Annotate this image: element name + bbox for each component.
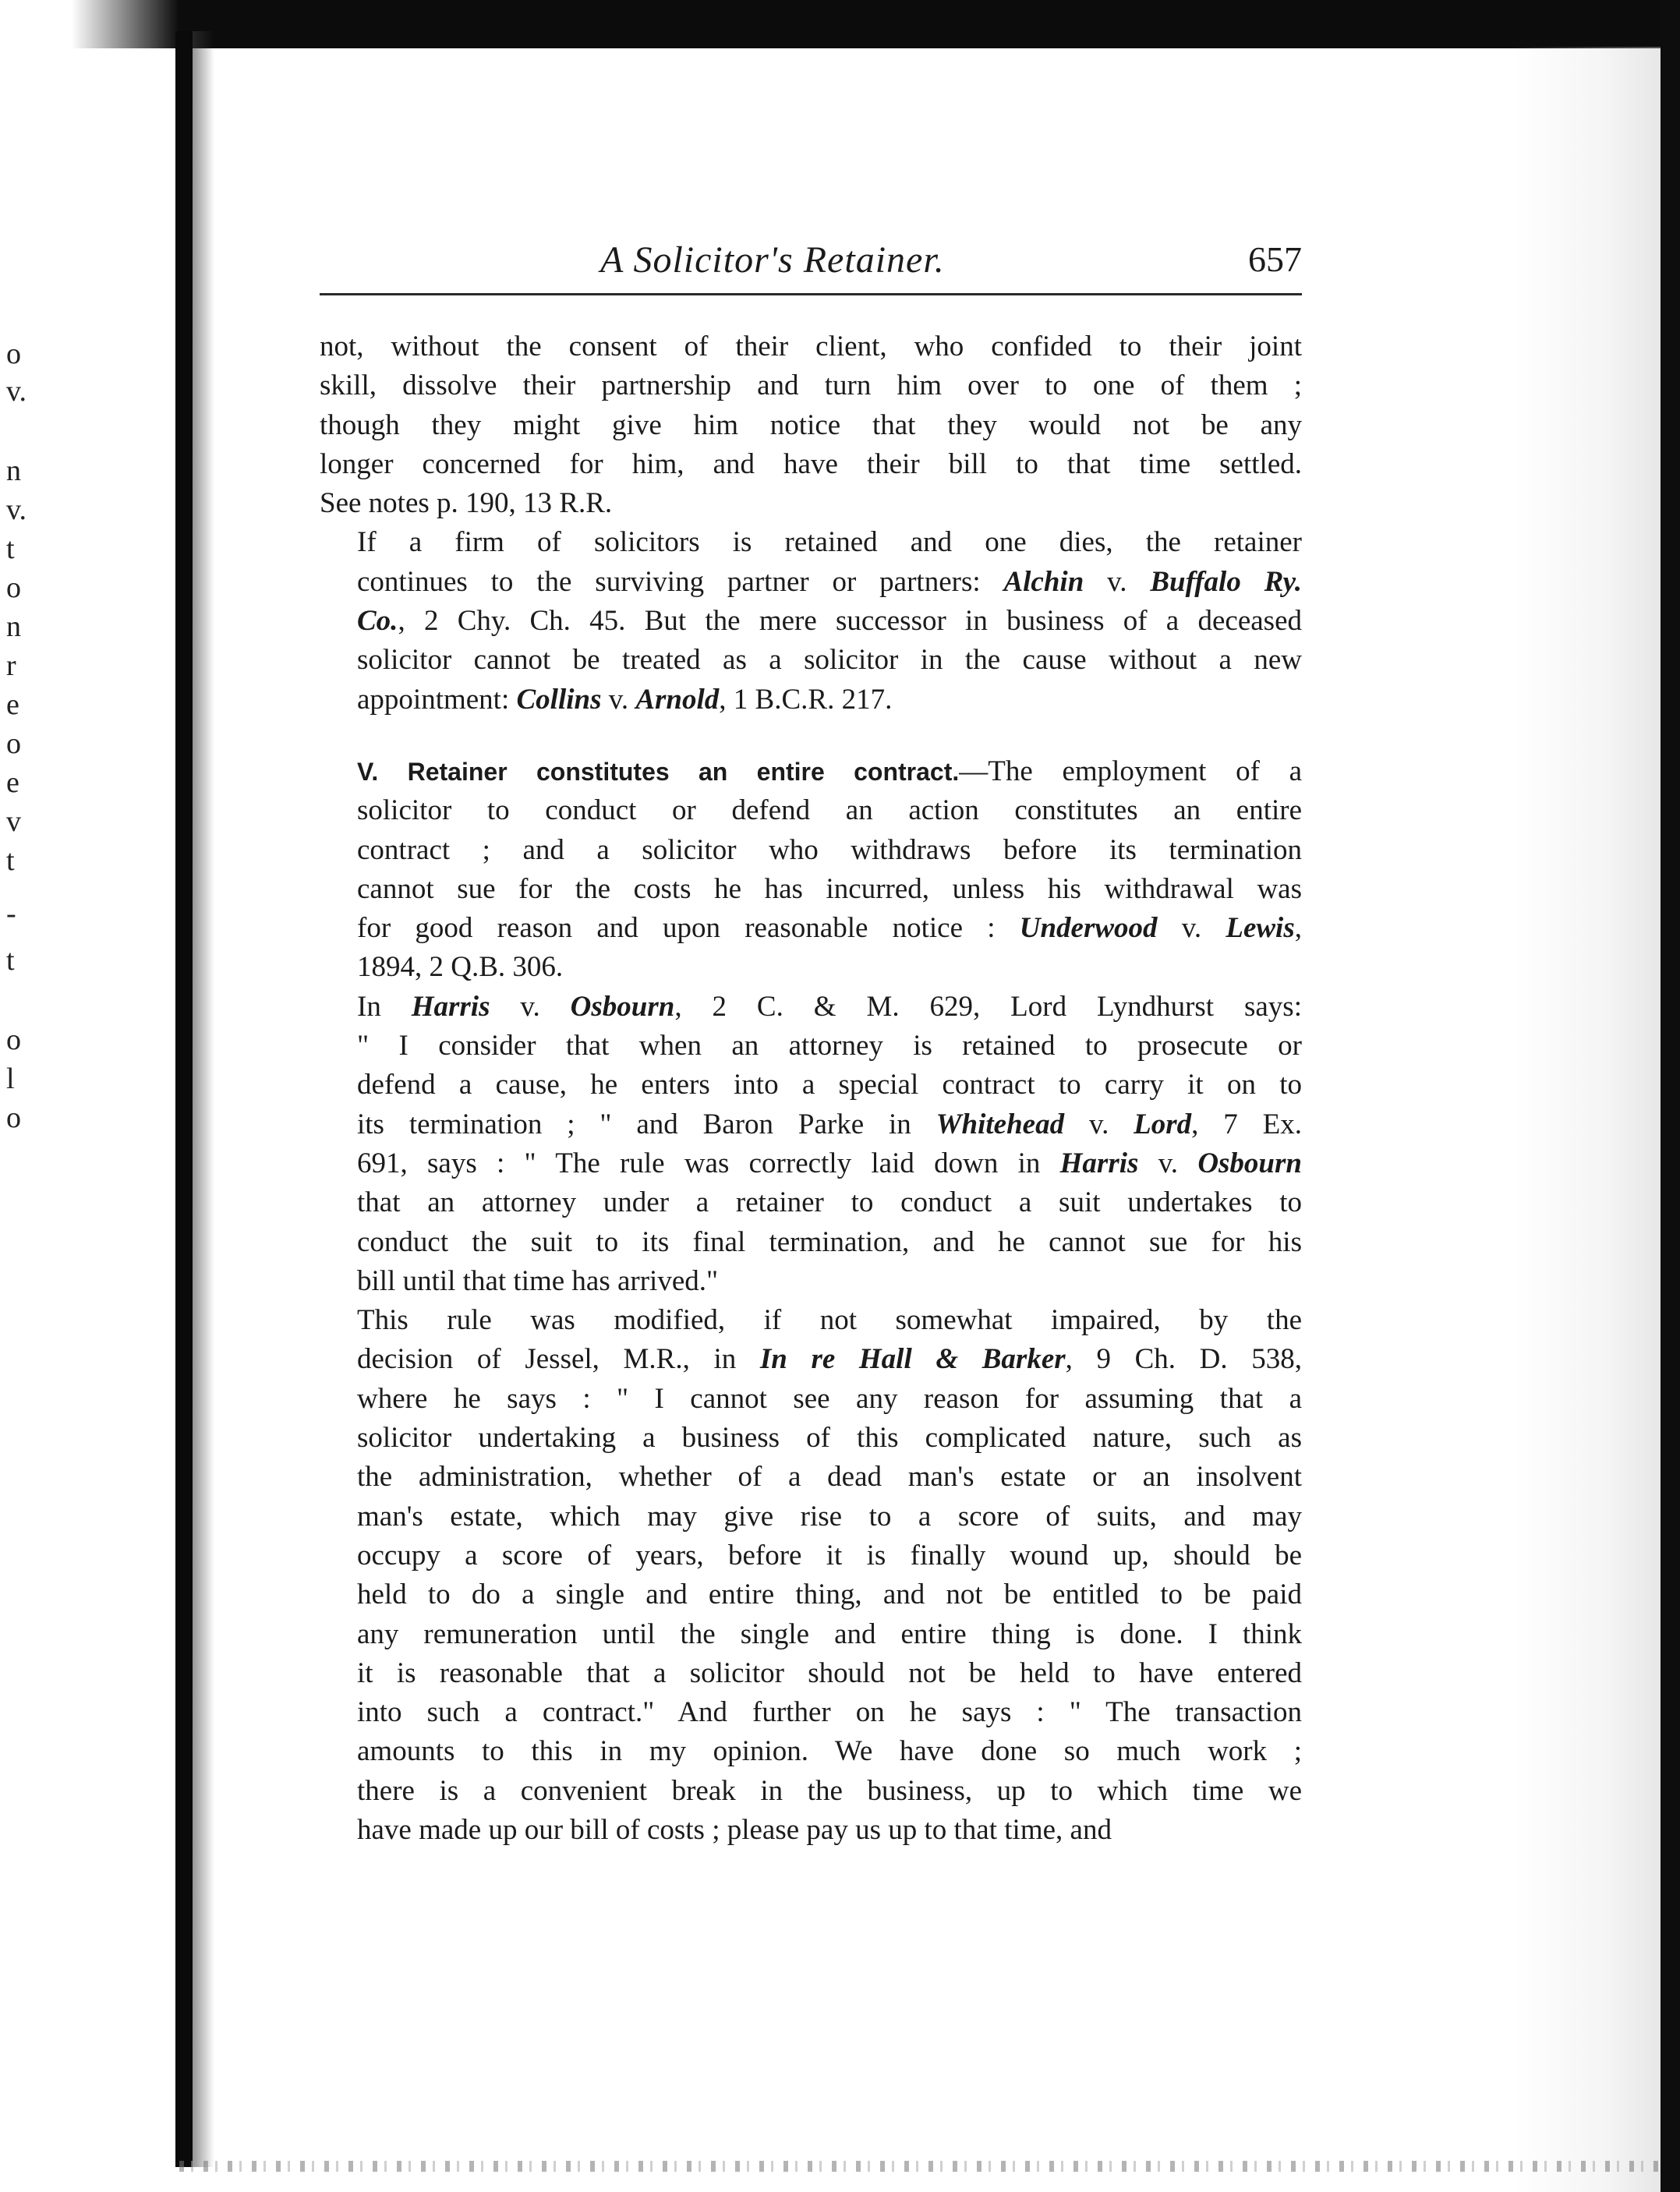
margin-fragment: e — [6, 766, 19, 799]
text-run: This rule was modified, if not somewhat impaired, by the — [357, 1304, 1302, 1337]
text-line — [320, 602, 1302, 641]
case-name: Arnold — [635, 683, 720, 716]
text-line — [320, 445, 1302, 484]
text-run: v. — [1064, 1108, 1134, 1140]
section-heading: V. Retainer constitutes an entire contract. — [357, 757, 960, 786]
text-line — [320, 1301, 1302, 1340]
text-run: into such a contract." And further on he says : " The transaction — [357, 1696, 1302, 1729]
case-name: Whitehead — [935, 1108, 1065, 1140]
text-run: v. — [490, 990, 571, 1023]
text-run: skill, dissolve their partnership and turn him over to one of them ; — [320, 369, 1302, 402]
scan-right-bleed — [1512, 47, 1680, 2192]
text-run: the administration, whether of a dead man's estate or an insolvent — [357, 1461, 1302, 1494]
case-name: Underwood — [1019, 912, 1158, 945]
text-run: cannot sue for the costs he has incurred, unless his withdrawal was — [357, 872, 1302, 905]
text-line — [320, 563, 1302, 602]
paragraph — [320, 1301, 1302, 1850]
margin-fragment: o — [6, 1024, 21, 1056]
body-text — [320, 327, 1302, 1850]
running-title: A Solicitor's Retainer. — [600, 239, 945, 281]
text-line — [320, 1183, 1302, 1222]
text-line — [320, 1144, 1302, 1183]
text-run: If a firm of solicitors is retained and one dies, the retainer — [357, 526, 1302, 559]
text-run: held to do a single and entire thing, and not be entitled to be paid — [357, 1579, 1302, 1611]
margin-fragment: o — [6, 727, 21, 760]
text-run: , 2 C. & M. 629, Lord Lyndhurst says: — [674, 990, 1302, 1023]
text-line — [320, 366, 1302, 405]
margin-fragment: v. — [6, 493, 27, 526]
text-line — [320, 870, 1302, 909]
text-line — [320, 752, 1302, 791]
text-run: , 7 Ex. — [1191, 1108, 1302, 1140]
text-run: conduct the suit to its final termination, and he cannot sue for his — [357, 1225, 1302, 1258]
text-run: bill until that time has arrived." — [357, 1264, 719, 1297]
text-line — [320, 1458, 1302, 1497]
case-name: Collins — [516, 683, 602, 716]
text-line — [320, 327, 1302, 366]
text-run: solicitor undertaking a business of this complicated nature, such as — [357, 1422, 1302, 1455]
text-line — [320, 988, 1302, 1027]
facing-page-fragments — [6, 0, 37, 2192]
text-line — [320, 1615, 1302, 1654]
text-run: occupy a score of years, before it is finally wound up, should be — [357, 1539, 1302, 1572]
text-run: any remuneration until the single and entire thing is done. I think — [357, 1617, 1302, 1650]
text-run: defend a cause, he enters into a special contract to carry it on to — [357, 1069, 1302, 1101]
paragraph — [320, 523, 1302, 719]
text-run: —The employment of a — [959, 755, 1303, 787]
scan-bottom-noise — [179, 2161, 1661, 2172]
text-run: that an attorney under a retainer to conduct a suit undertakes to — [357, 1186, 1302, 1219]
case-name: Alchin — [1003, 565, 1084, 598]
text-run: for good reason and upon reasonable notice : — [357, 912, 1020, 945]
margin-fragment: - — [6, 897, 16, 930]
text-run: it is reasonable that a solicitor should not be held to have entered — [357, 1656, 1302, 1689]
case-name: Lord — [1134, 1108, 1192, 1140]
text-run: where he says : " I cannot see any reason for assuming that a — [357, 1382, 1302, 1415]
margin-fragment: n — [6, 454, 21, 487]
margin-fragment: e — [6, 688, 19, 721]
text-run: v. — [1138, 1147, 1198, 1179]
running-header — [320, 232, 1302, 287]
text-run: its termination ; " and Baron Parke in — [357, 1108, 936, 1140]
text-run: 1894, 2 Q.B. 306. — [357, 951, 564, 984]
paragraph — [320, 327, 1302, 523]
case-name: Harris — [411, 990, 490, 1023]
text-run: though they might give him notice that they would not be any — [320, 408, 1302, 441]
text-run: , 9 Ch. D. 538, — [1065, 1343, 1302, 1376]
margin-fragment: o — [6, 338, 21, 370]
text-line — [320, 1027, 1302, 1066]
text-line — [320, 681, 1302, 719]
margin-fragment: o — [6, 1101, 21, 1134]
margin-fragment: r — [6, 649, 16, 682]
margin-fragment: l — [6, 1062, 15, 1095]
text-line — [320, 1105, 1302, 1144]
scan-binding-gradient — [193, 31, 214, 2167]
text-run: , 1 B.C.R. 217. — [719, 683, 893, 716]
text-run: there is a convenient break in the business, up to which time we — [357, 1774, 1302, 1807]
case-name: Co. — [357, 605, 398, 638]
text-run: contract ; and a solicitor who withdraws before its termination — [357, 833, 1302, 866]
text-line — [320, 831, 1302, 870]
text-line — [320, 1262, 1302, 1301]
text-line — [320, 1380, 1302, 1419]
page-number: 657 — [1248, 239, 1302, 279]
margin-fragment: t — [6, 532, 15, 565]
text-line — [320, 1654, 1302, 1693]
text-run: In — [357, 990, 412, 1023]
margin-fragment: t — [6, 944, 15, 977]
margin-fragment: o — [6, 571, 21, 604]
text-run: , 2 Chy. Ch. 45. But the mere successor in business of a deceased — [398, 605, 1302, 638]
scan-top-edge — [0, 0, 1680, 48]
text-run: v. — [601, 683, 636, 716]
text-run: decision of Jessel, M.R., in — [357, 1343, 760, 1376]
text-run: man's estate, which may give rise to a score of suits, and may — [357, 1500, 1302, 1533]
text-run: , — [1294, 912, 1302, 945]
text-line — [320, 1223, 1302, 1262]
text-run: 691, says : " The rule was correctly laid down in — [357, 1147, 1060, 1179]
margin-fragment: n — [6, 610, 21, 643]
text-line — [320, 523, 1302, 562]
margin-fragment: v — [6, 805, 21, 838]
case-name: Osbourn — [1197, 1147, 1302, 1179]
text-run: solicitor cannot be treated as a solicitor in the cause without a new — [357, 644, 1302, 677]
text-run: v. — [1157, 912, 1226, 945]
text-line — [320, 484, 1302, 523]
text-line — [320, 948, 1302, 987]
text-line — [320, 1066, 1302, 1105]
text-line — [320, 406, 1302, 445]
text-line — [320, 1340, 1302, 1379]
case-name: Harris — [1059, 1147, 1139, 1179]
text-run: amounts to this in my opinion. We have done so much work ; — [357, 1735, 1302, 1768]
margin-fragment: t — [6, 844, 15, 877]
margin-fragment: v. — [6, 375, 27, 408]
text-run: v. — [1084, 565, 1151, 598]
text-line — [320, 1497, 1302, 1536]
text-run: " I consider that when an attorney is retained to prosecute or — [357, 1030, 1302, 1062]
text-run: not, without the consent of their client, who confided to their joint — [320, 331, 1302, 362]
header-rule — [320, 293, 1302, 295]
text-run: have made up our bill of costs ; please pay us up to that time, and — [357, 1813, 1112, 1846]
text-line — [320, 1536, 1302, 1575]
text-line — [320, 791, 1302, 830]
text-line — [320, 1419, 1302, 1458]
case-name: Osbourn — [570, 990, 675, 1023]
text-line — [320, 1811, 1302, 1850]
case-name: In re Hall & Barker — [759, 1343, 1066, 1376]
text-run: solicitor to conduct or defend an action constitutes an entire — [357, 794, 1302, 827]
text-run: appointment: — [357, 683, 517, 716]
case-name: Buffalo Ry. — [1150, 565, 1302, 598]
text-run: See notes p. 190, 13 R.R. — [320, 487, 613, 520]
text-line — [320, 1772, 1302, 1811]
paragraph — [320, 988, 1302, 1301]
text-line — [320, 1732, 1302, 1771]
text-line — [320, 641, 1302, 680]
scan-binding-shadow — [175, 31, 193, 2167]
text-line — [320, 1575, 1302, 1614]
text-line — [320, 1693, 1302, 1732]
case-name: Lewis — [1226, 912, 1295, 945]
text-line — [320, 909, 1302, 948]
text-run: longer concerned for him, and have their bill to that time settled. — [320, 447, 1302, 480]
scan-right-edge — [1661, 0, 1680, 2192]
paragraph — [320, 752, 1302, 988]
text-run: continues to the surviving partner or partners: — [357, 565, 1004, 598]
